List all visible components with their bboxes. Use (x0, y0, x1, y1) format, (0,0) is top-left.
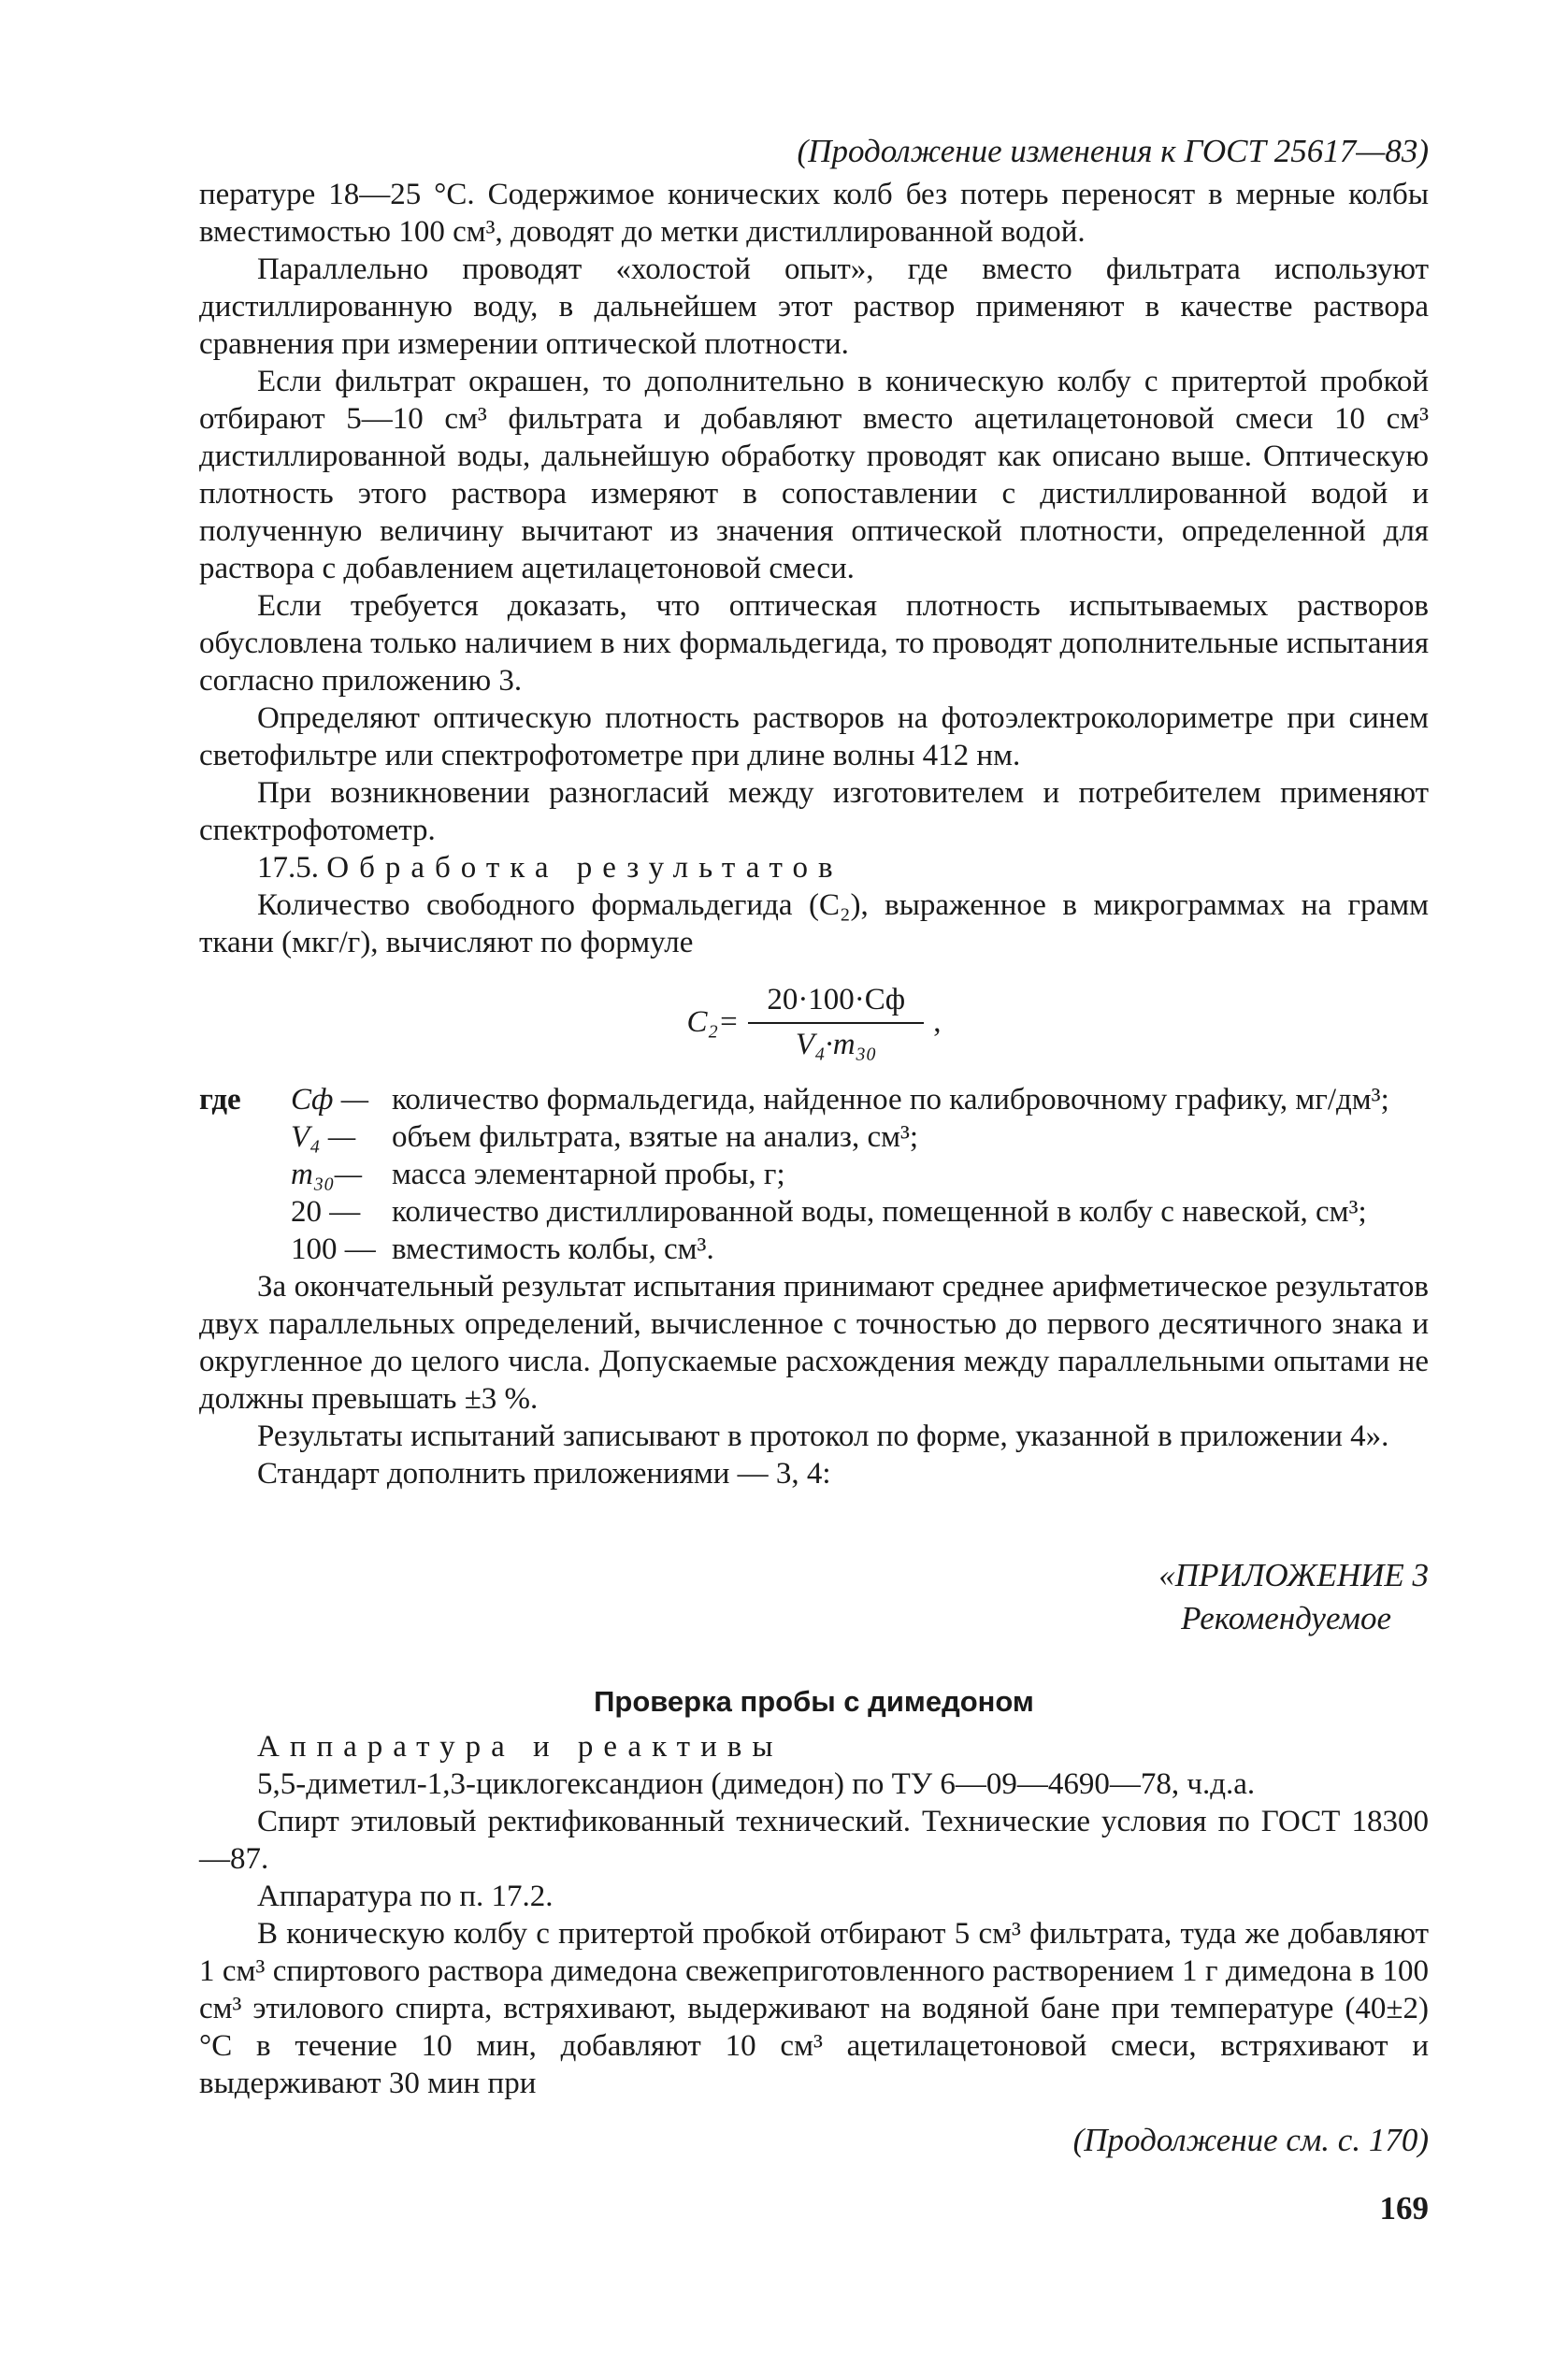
definition-symbol: 20 — (291, 1195, 361, 1229)
continuation-note: (Продолжение см. с. 170) (1072, 2122, 1429, 2158)
paragraph-4: Если требуется доказать, что оптическая плотность испытываемых растворов обусловлена только наличием в них формальдегида, то проводят дополнительные испытания согласно приложению 3. (199, 589, 1429, 698)
paragraph-7: Количество свободного формальдегида (C₂), выраженное в микрограммах на грамм ткани (мкг/г), вычисляют по формуле (199, 888, 1429, 959)
appendix-paragraph-4: В коническую колбу с притертой пробкой отбирают 5 см³ фильтрата, туда же добавляют 1 см³ спиртового раствора димедона свежеприготовленного растворением 1 г димедона в 100 см³ этилового спирта, встряхивают, выдерживают на водяной бане при температуре (40±2) °С в течение 10 мин, добавляют 10 см³ ацетилацетоновой смеси, встряхивают и выдерживают 30 мин при (199, 1917, 1429, 2100)
appendix-paragraph-3: Аппаратура по п. 17.2. (257, 1880, 554, 1913)
section-number: 17.5. (257, 851, 319, 885)
definition-symbol: Cф — (291, 1083, 369, 1117)
appendix-subtitle: Рекомендуемое (1181, 1600, 1391, 1636)
paragraph-8: За окончательный результат испытания принимают среднее арифметическое результатов двух параллельных определений, вычисленное с точностью до первого десятичного знака и округленное до целого числа. Допускаемые расхождения между параллельными опытами не должны превышать ±3 %. (199, 1270, 1429, 1416)
definition-text: масса элементарной пробы, г; (392, 1158, 785, 1191)
definition-text: вместимость колбы, см³. (392, 1232, 714, 1266)
text-column (199, 131, 1429, 2227)
paragraph-1: пературе 18—25 °С. Содержимое конических колб без потерь переносят в мерные колбы вместимостью 100 см³, доводят до метки дистиллированной водой. (199, 178, 1429, 249)
formula-trail: , (933, 1004, 942, 1039)
definitions (199, 1081, 1429, 1268)
formula-fraction (748, 983, 924, 1062)
definition-text: объем фильтрата, взятые на анализ, см³; (392, 1120, 919, 1154)
appendix-header (199, 1554, 1429, 1640)
definition-symbol: m₃₀— (291, 1158, 363, 1191)
formula-denominator: V₄·m₃₀ (795, 1027, 877, 1061)
formula-lhs: C₂= (686, 1004, 740, 1039)
appendix-title: «ПРИЛОЖЕНИЕ 3 (1158, 1557, 1429, 1593)
paragraph-9: Результаты испытаний записывают в протокол по форме, указанной в приложении 4». (257, 1419, 1389, 1453)
paragraph-2: Параллельно проводят «холостой опыт», где вместо фильтрата используют дистиллированную воду, в дальнейшем этот раствор применяют в качестве раствора сравнения при измерении оптической плотности. (199, 252, 1429, 361)
appendix-paragraph-2: Спирт этиловый ректификованный технический. Технические условия по ГОСТ 18300—87. (199, 1805, 1429, 1876)
page-number: 169 (1379, 2190, 1429, 2226)
formula-numerator: 20·100·Cф (748, 983, 924, 1024)
appendix-subsection: Аппаратура и реактивы (257, 1730, 784, 1764)
definition-row (199, 1118, 1429, 1156)
definition-symbol: 100 — (291, 1232, 376, 1266)
paragraph-5: Определяют оптическую плотность растворов на фотоэлектроколориметре при синем светофильтре или спектрофотометре при длине волны 412 нм. (199, 701, 1429, 772)
running-head: (Продолжение изменения к ГОСТ 25617—83) (797, 133, 1429, 169)
definition-text: количество дистиллированной воды, помещенной в колбу с навеской, см³; (392, 1195, 1367, 1229)
paragraph-6: При возникновении разногласий между изготовителем и потребителем применяют спектрофотометр. (199, 776, 1429, 847)
definition-row (199, 1081, 1429, 1118)
where-label: где (199, 1083, 241, 1117)
definition-row (199, 1156, 1429, 1193)
section-title: Обработка результатов (326, 851, 843, 885)
formula (199, 971, 1429, 1073)
appendix-heading: Проверка пробы с димедоном (594, 1685, 1034, 1718)
appendix-paragraph-1: 5,5-диметил-1,3-циклогександион (димедон) по ТУ 6—09—4690—78, ч.д.а. (257, 1767, 1256, 1801)
paragraph-10: Стандарт дополнить приложениями — 3, 4: (257, 1457, 831, 1491)
definition-text: количество формальдегида, найденное по калибровочному графику, мг/дм³; (392, 1083, 1389, 1117)
definition-row (199, 1231, 1429, 1268)
section-heading (199, 849, 1429, 886)
definition-symbol: V₄ — (291, 1120, 356, 1154)
definition-row (199, 1193, 1429, 1231)
paragraph-3: Если фильтрат окрашен, то дополнительно в коническую колбу с притертой пробкой отбирают 5—10 см³ фильтрата и добавляют вместо ацетилацетоновой смеси 10 см³ дистиллированной воды, дальнейшую обработку проводят как описано выше. Оптическую плотность этого раствора измеряют в сопоставлении с дистиллированной водой и полученную величину вычитают из значения оптической плотности, определенной для раствора с добавлением ацетилацетоновой смеси. (199, 365, 1429, 585)
